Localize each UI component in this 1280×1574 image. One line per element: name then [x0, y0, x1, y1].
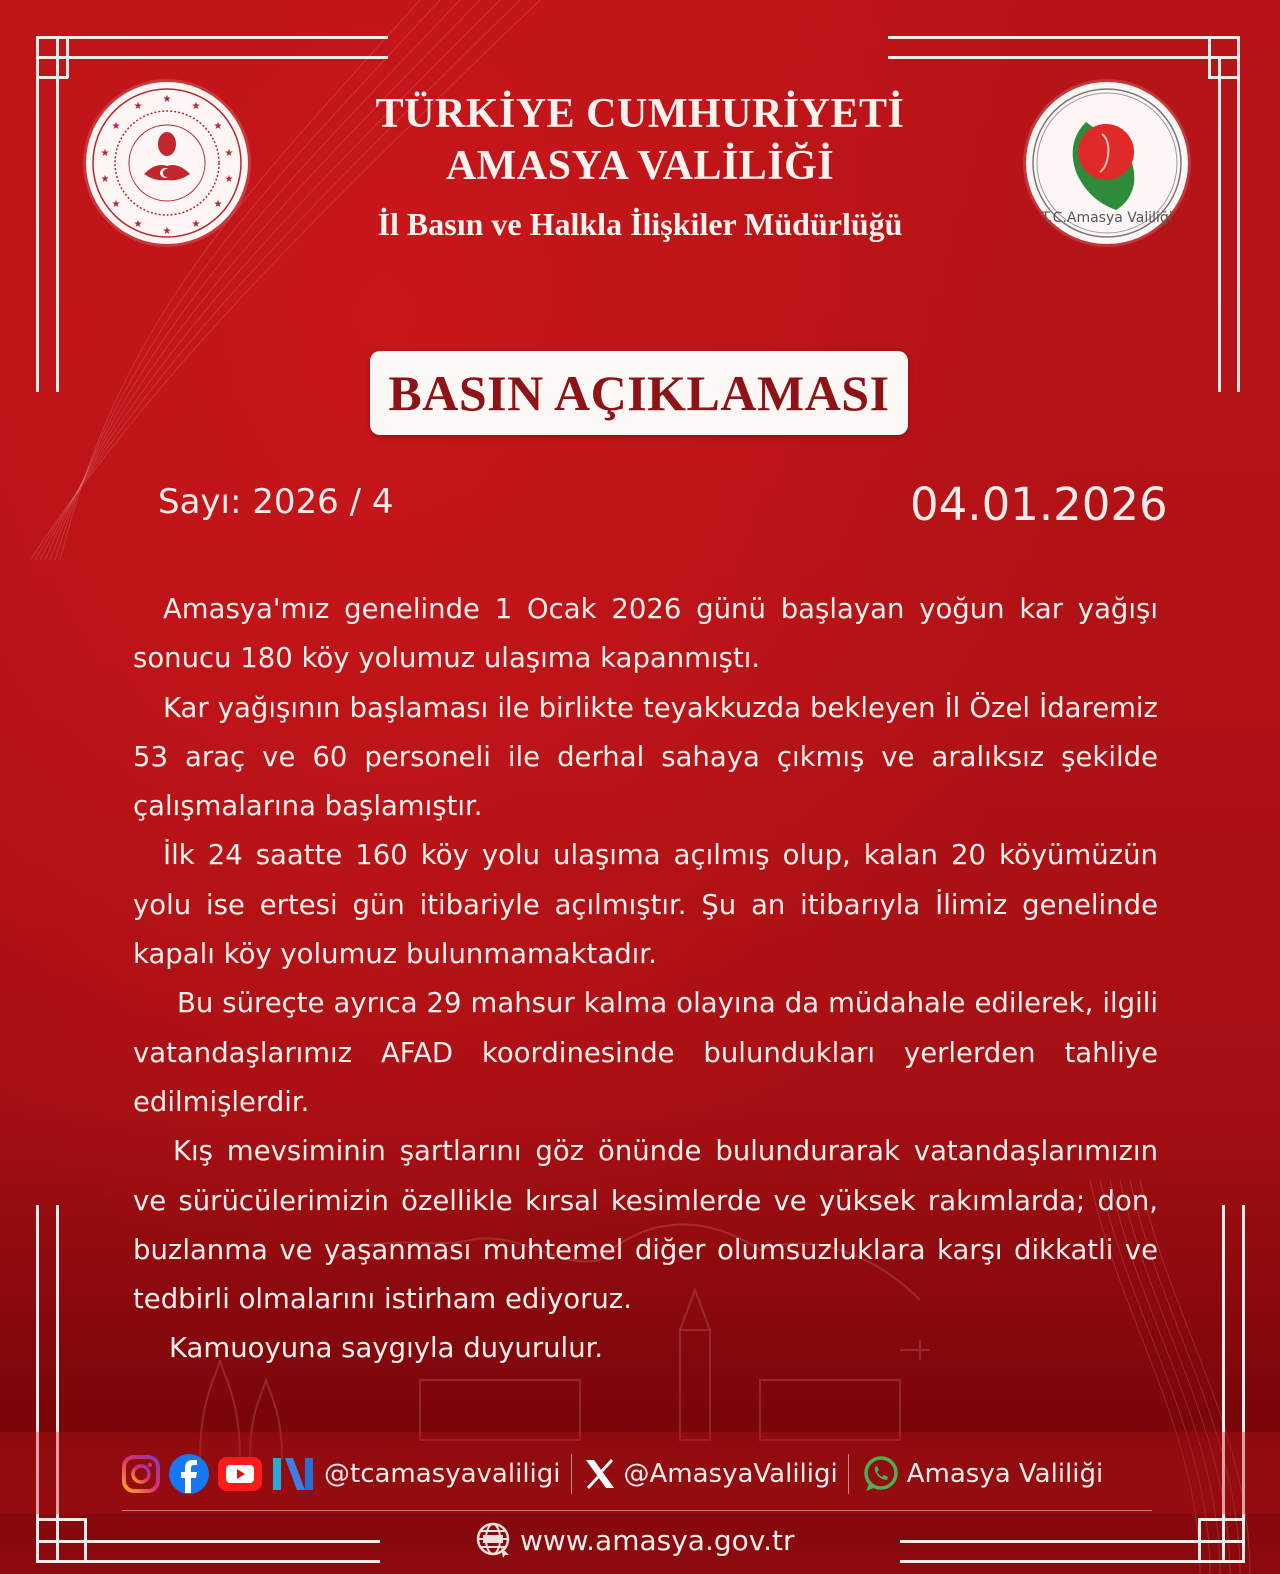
frame-line [1208, 36, 1211, 78]
frame-line [900, 1540, 1245, 1543]
frame-line [36, 36, 388, 39]
svg-text:★: ★ [111, 121, 121, 132]
svg-text:★: ★ [191, 101, 201, 112]
body-closing-line: Kamuoyuna saygıyla duyurulur. [169, 1332, 604, 1365]
document-number: Sayı: 2026 / 4 [158, 482, 394, 522]
frame-line [36, 76, 68, 79]
globe-www-icon [474, 1520, 514, 1560]
footer-divider [122, 1510, 1152, 1511]
svg-text:★: ★ [213, 199, 223, 210]
document-date: 04.01.2026 [910, 478, 1168, 531]
website-link[interactable] [474, 1520, 795, 1560]
frame-line [66, 36, 69, 78]
svg-text:★: ★ [133, 219, 143, 230]
body-paragraph: Kış mevsiminin şartlarını göz önünde bulundurarak vatandaşlarımızın ve sürücülerimizin özellikle kırsal kesimlerde ve yüksek rakımlarda; don, buzlanma ve yaşanması muhtemel diğer olumsuzluklara karşı dikkatli ve tedbirli olmalarını istirham ediyoruz. [133, 1135, 1158, 1316]
svg-text:★: ★ [162, 226, 172, 237]
frame-line [888, 36, 1240, 39]
x-twitter-icon[interactable] [582, 1453, 618, 1495]
nsosyal-icon[interactable] [270, 1453, 318, 1495]
frame-line [36, 1560, 380, 1563]
frame-line [36, 56, 388, 59]
social-handle-x[interactable]: @AmasyaValiligi [623, 1459, 838, 1489]
youtube-icon[interactable] [216, 1453, 264, 1495]
frame-line [36, 1540, 380, 1543]
frame-line [36, 36, 39, 78]
whatsapp-icon[interactable] [859, 1453, 901, 1495]
svg-text:★: ★ [213, 121, 223, 132]
divider [571, 1454, 572, 1494]
svg-text:★: ★ [191, 219, 201, 230]
svg-text:★: ★ [224, 148, 234, 159]
frame-line [888, 56, 1240, 59]
frame-line [36, 1518, 86, 1521]
svg-text:★: ★ [111, 199, 121, 210]
body-paragraph: İlk 24 saatte 160 köy yolu ulaşıma açılmış olup, kalan 20 köyümüzün yolu ise ertesi gün itibariyle açılmıştır. Şu an itibarıyla İlimiz genelinde kapalı köy yolumuz bulunmamaktadır. [133, 839, 1158, 971]
header-line-directorate: İl Basın ve Halkla İlişkiler Müdürlüğü [377, 206, 903, 242]
header-line-governorship: AMASYA VALİLİĞİ [445, 143, 835, 189]
press-release-title: BASIN AÇIKLAMASI [388, 365, 890, 421]
svg-text:★: ★ [224, 174, 234, 185]
frame-line [1208, 76, 1240, 79]
press-release-body [133, 585, 1158, 1374]
svg-text:★: ★ [100, 148, 110, 159]
svg-text:★: ★ [133, 101, 143, 112]
svg-text:★: ★ [162, 94, 172, 105]
social-handle-main[interactable]: @tcamasyavaliligi [324, 1459, 561, 1489]
whatsapp-label[interactable]: Amasya Valiliği [906, 1459, 1104, 1489]
frame-line [1237, 36, 1240, 78]
instagram-icon[interactable] [120, 1453, 162, 1495]
body-paragraph: Bu süreçte ayrıca 29 mahsur kalma olayına da müdahale edilerek, ilgili vatandaşlarımız AFAD koordinesinde bulundukları yerlerden tahliye edilmişlerdir. [133, 987, 1158, 1118]
social-media-bar [120, 1448, 1160, 1500]
frame-line [1198, 1518, 1245, 1521]
press-release-badge [370, 351, 908, 435]
svg-text:★: ★ [100, 174, 110, 185]
facebook-icon[interactable] [168, 1453, 210, 1495]
body-paragraph: Amasya'mız genelinde 1 Ocak 2026 günü başlayan yoğun kar yağışı sonucu 180 köy yolumuz ulaşıma kapanmıştı. [133, 593, 1158, 675]
website-url: www.amasya.gov.tr [520, 1523, 795, 1557]
divider [848, 1454, 849, 1494]
svg-text:T.C.Amasya Valiliği: T.C.Amasya Valiliği [1041, 210, 1173, 226]
body-paragraph: Kar yağışının başlaması ile birlikte teyakkuzda bekleyen İl Özel İdaremiz 53 araç ve 60 personeli ile derhal sahaya çıkmış ve aralıksız şekilde çalışmalarına başlamıştır. [133, 691, 1158, 823]
frame-line [900, 1560, 1245, 1563]
header-line-republic: TÜRKİYE CUMHURİYETİ [375, 91, 905, 137]
